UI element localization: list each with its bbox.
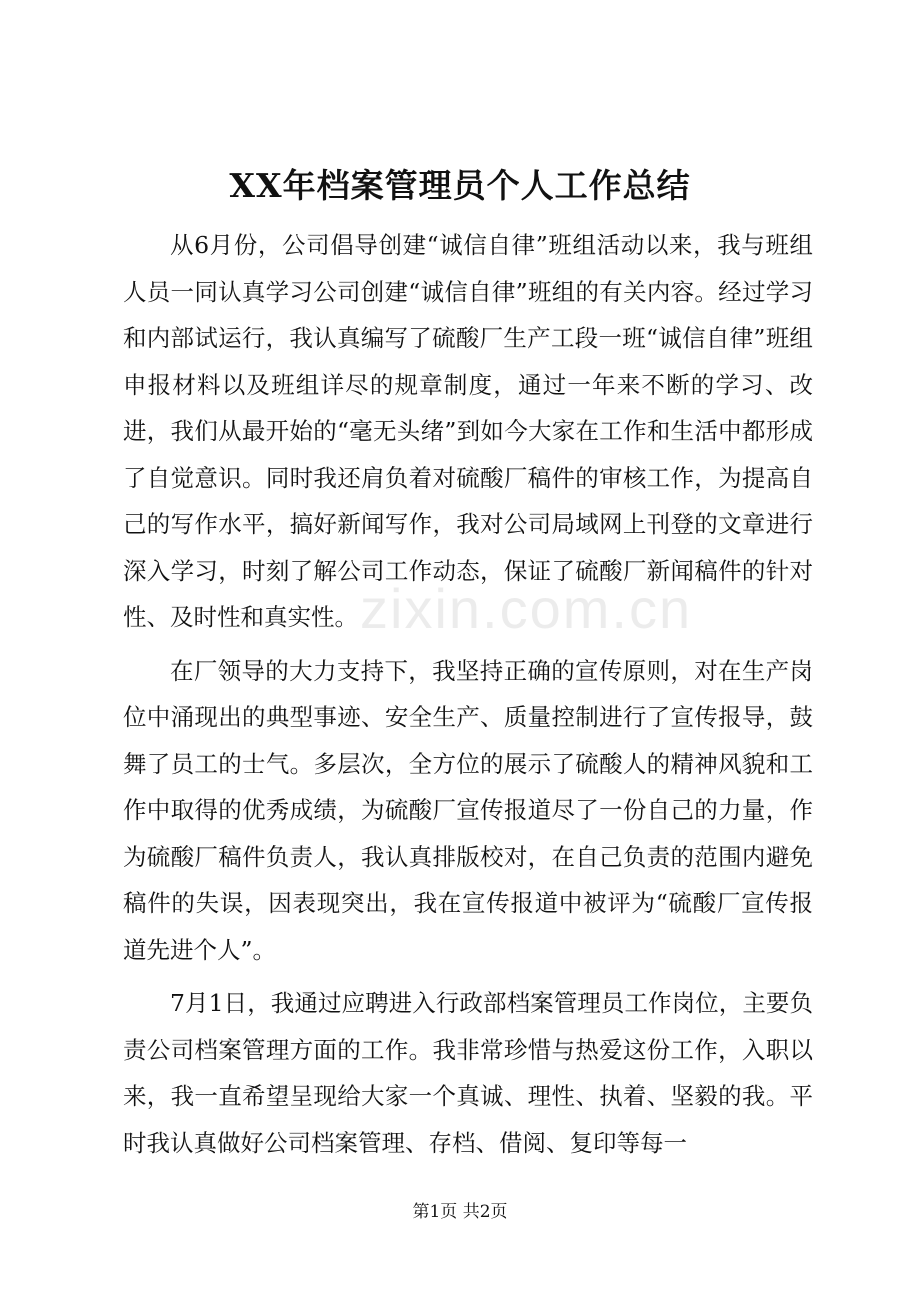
document-body [123,222,813,1166]
watermark: zixin.com.cn [360,577,693,640]
paragraph-3: 7月1日，我通过应聘进入行政部档案管理员工作岗位，主要负责公司档案管理方面的工作。我非常珍惜与热爱这份工作，入职以来，我一直希望呈现给大家一个真诚、理性、执着、坚毅的我。平时我认真做好公司档案管理、存档、借阅、复印等每一 [123,989,813,1157]
paragraph-1: 从6月份，公司倡导创建“诚信自律”班组活动以来，我与班组人员一同认真学习公司创建“诚信自律”班组的有关内容。经过学习和内部试运行，我认真编写了硫酸厂生产工段一班“诚信自律”班组申报材料以及班组详尽的规章制度，通过一年来不断的学习、改进，我们从最开始的“毫无头绪”到如今大家在工作和生活中都形成了自觉意识。同时我还肩负着对硫酸厂稿件的审核工作，为提高自己的写作水平，搞好新闻写作，我对公司局域网上刊登的文章进行深入学习，时刻了解公司工作动态，保证了硫酸厂新闻稿件的针对性、及时性和真实性。 [123,231,813,631]
paragraph-2: 在厂领导的大力支持下，我坚持正确的宣传原则，对在生产岗位中涌现出的典型事迹、安全生产、质量控制进行了宣传报导，鼓舞了员工的士气。多层次，全方位的展示了硫酸人的精神风貌和工作中取得的优秀成绩，为硫酸厂宣传报道尽了一份自己的力量，作为硫酸厂稿件负责人，我认真排版校对，在自己负责的范围内避免稿件的失误，因表现突出，我在宣传报道中被评为“硫酸厂宣传报道先进个人”。 [123,656,813,964]
page-footer: 第1页 共2页 [412,1202,508,1222]
document-title: XX年档案管理员个人工作总结 [229,166,691,205]
